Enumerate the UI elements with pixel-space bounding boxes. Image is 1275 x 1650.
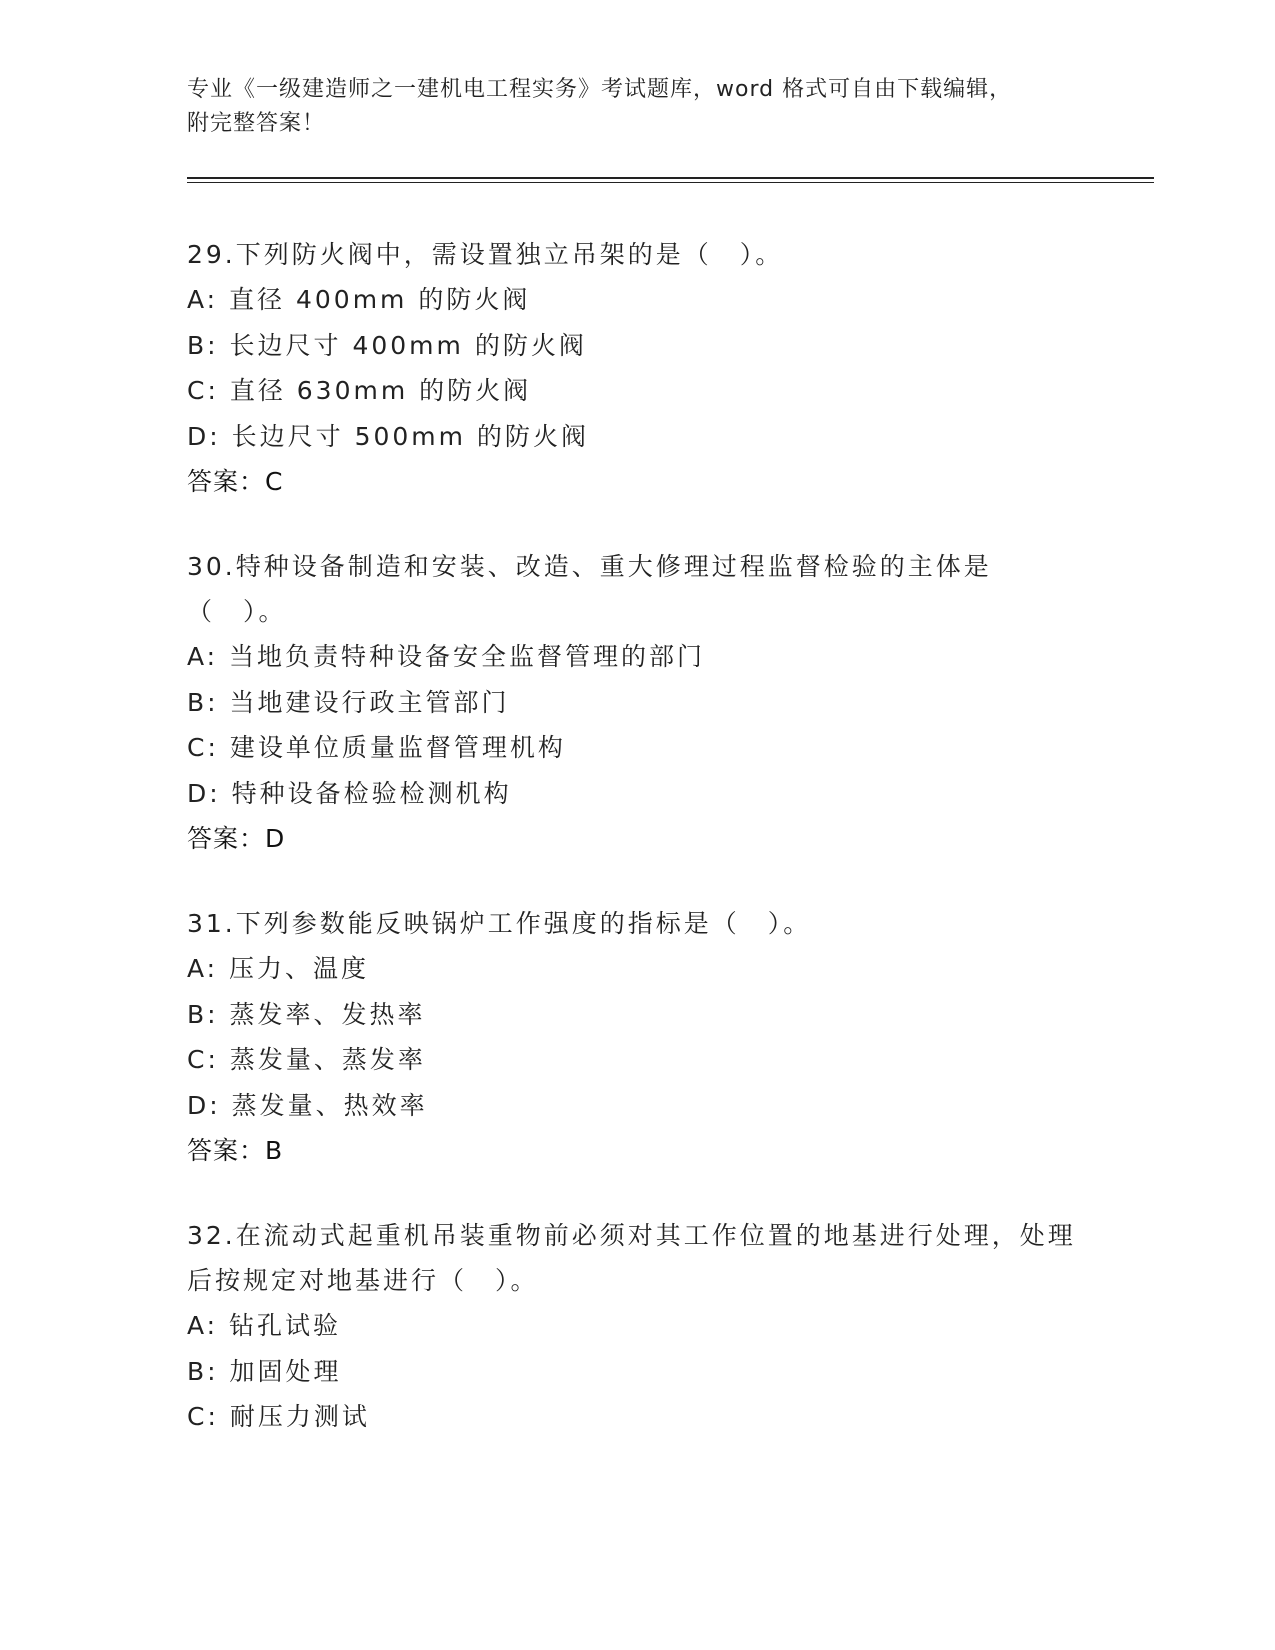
option-c: C: 蒸发量、蒸发率 — [187, 1045, 426, 1074]
question-text: 30.特种设备制造和安装、改造、重大修理过程监督检验的主体是（ ）。 — [187, 552, 992, 626]
option-b: B: 当地建设行政主管部门 — [187, 687, 510, 717]
question-30 — [187, 544, 1087, 861]
question-text: 29.下列防火阀中，需设置独立吊架的是（ ）。 — [187, 240, 784, 269]
option-c: C: 建设单位质量监督管理机构 — [187, 733, 566, 762]
question-list — [187, 232, 1087, 1480]
question-text: 32.在流动式起重机吊装重物前必须对其工作位置的地基进行处理，处理后按规定对地基进行（ ）。 — [187, 1221, 1076, 1295]
answer: 答案：C — [187, 467, 284, 496]
document-header — [187, 73, 1087, 141]
option-a: A: 当地负责特种设备安全监督管理的部门 — [187, 642, 706, 671]
option-a: A: 压力、温度 — [187, 954, 370, 983]
answer: 答案：B — [187, 1136, 284, 1165]
question-text: 31.下列参数能反映锅炉工作强度的指标是（ ）。 — [187, 909, 812, 938]
option-c: C: 耐压力测试 — [187, 1402, 370, 1431]
option-b: B: 长边尺寸 400mm 的防火阀 — [187, 330, 587, 360]
question-32 — [187, 1213, 1087, 1440]
option-b: B: 蒸发率、发热率 — [187, 999, 426, 1029]
option-c: C: 直径 630mm 的防火阀 — [187, 376, 532, 405]
option-a: A: 直径 400mm 的防火阀 — [187, 285, 531, 314]
option-a: A: 钻孔试验 — [187, 1311, 342, 1340]
header-line-2: 附完整答案！ — [187, 111, 326, 136]
option-b: B: 加固处理 — [187, 1356, 342, 1386]
option-d: D: 蒸发量、热效率 — [187, 1090, 428, 1120]
header-line-1: 专业《一级建造师之一建机电工程实务》考试题库，word 格式可自由下载编辑， — [187, 77, 1013, 102]
answer: 答案：D — [187, 824, 286, 853]
option-d: D: 长边尺寸 500mm 的防火阀 — [187, 421, 589, 451]
header-divider-thick — [187, 177, 1154, 179]
header-divider-thin — [187, 182, 1154, 183]
question-29 — [187, 232, 1087, 504]
option-d: D: 特种设备检验检测机构 — [187, 778, 512, 808]
question-31 — [187, 901, 1087, 1173]
